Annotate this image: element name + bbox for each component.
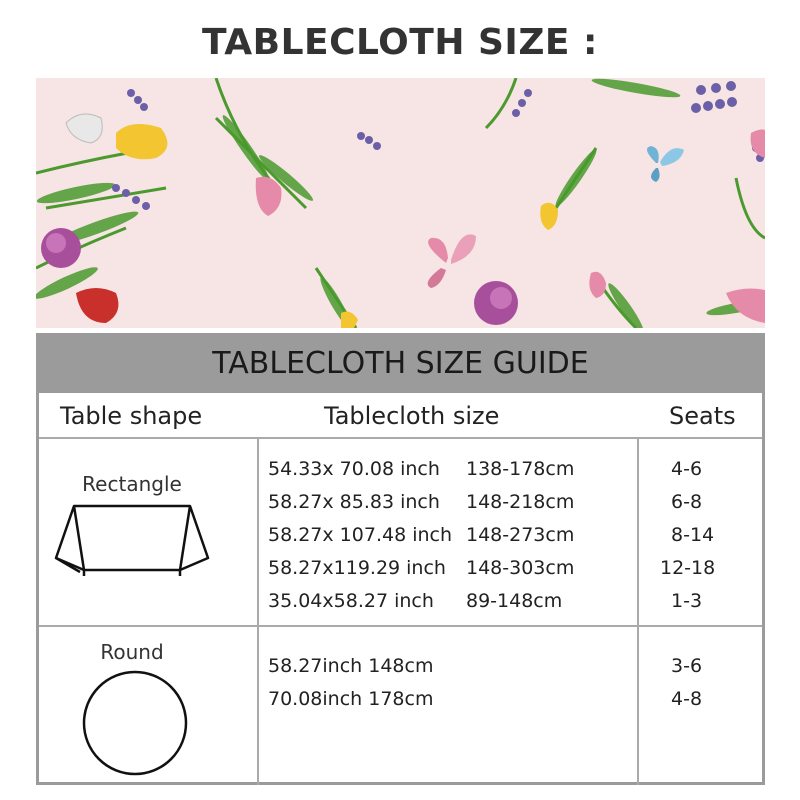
rectangle-label: Rectangle — [82, 472, 182, 496]
round-row-1-size: 58.27inch 148cm — [268, 655, 434, 677]
round-table-icon — [80, 668, 190, 778]
rect-row-4-cm: 148-303cm — [466, 557, 575, 579]
rect-row-2-seats: 6-8 — [671, 491, 703, 513]
round-row-2-size: 70.08inch 178cm — [268, 688, 434, 710]
round-label: Round — [100, 640, 164, 664]
size-guide-header — [36, 333, 765, 393]
header-divider — [39, 437, 762, 439]
column-header-shape: Table shape — [60, 402, 203, 430]
rect-row-5-seats: 1-3 — [671, 590, 703, 612]
rect-row-1-seats: 4-6 — [671, 458, 703, 480]
rect-row-2-cm: 148-218cm — [466, 491, 575, 513]
shape-column-divider — [257, 439, 259, 625]
seats-column-divider-round — [637, 627, 639, 785]
rect-row-4-seats: 12-18 — [660, 557, 716, 579]
floral-illustration — [36, 78, 765, 328]
shape-column-divider-round — [257, 627, 259, 785]
round-row-1-seats: 3-6 — [671, 655, 703, 677]
rect-row-1-inch: 54.33x 70.08 inch — [268, 458, 440, 480]
butterfly-pink-icon — [428, 234, 476, 288]
rect-row-2-inch: 58.27x 85.83 inch — [268, 491, 440, 513]
column-header-size: Tablecloth size — [324, 402, 500, 430]
rectangle-table-icon — [52, 500, 212, 580]
rect-row-3-cm: 148-273cm — [466, 524, 575, 546]
seats-column-divider — [637, 439, 639, 625]
rect-row-5-cm: 89-148cm — [466, 590, 563, 612]
butterfly-blue-icon — [647, 146, 684, 182]
rect-row-5-inch: 35.04x58.27 inch — [268, 590, 434, 612]
rect-row-1-cm: 138-178cm — [466, 458, 575, 480]
rect-row-3-seats: 8-14 — [671, 524, 715, 546]
rect-row-4-inch: 58.27x119.29 inch — [268, 557, 446, 579]
section-divider — [39, 625, 762, 627]
size-guide-title: TABLECLOTH SIZE GUIDE — [212, 345, 589, 381]
page-title: TABLECLOTH SIZE : — [202, 22, 598, 63]
column-header-seats: Seats — [669, 402, 736, 430]
rect-row-3-inch: 58.27x 107.48 inch — [268, 524, 453, 546]
round-row-2-seats: 4-8 — [671, 688, 703, 710]
floral-banner — [36, 78, 765, 328]
